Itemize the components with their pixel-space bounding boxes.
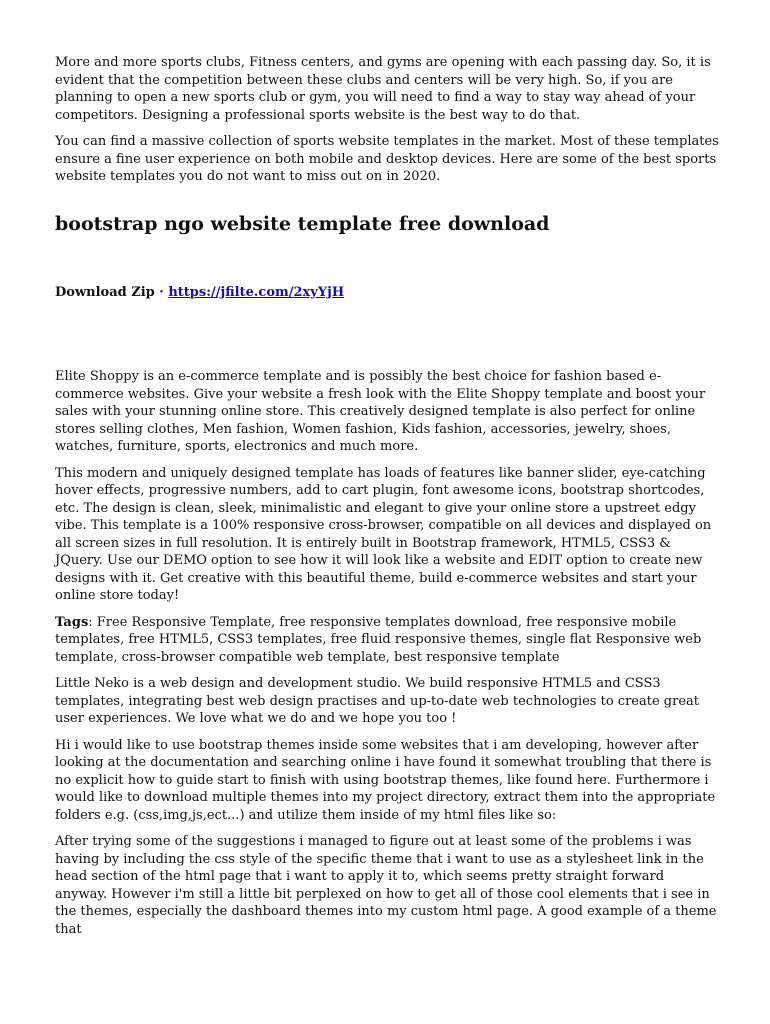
body-paragraph-3: Little Neko is a web design and development studio. We build responsive HTML5 and CSS3 templates, integrating best web design practises and up-to-date web technologies to create great user experiences. We love what we do and we hope you too ! bbox=[55, 676, 699, 726]
intro-paragraph-1: More and more sports clubs, Fitness centers, and gyms are opening with each passing day. So, it is evident that the competition between these clubs and centers will be very high. So, if you are planning to open a new sports club or gym, you will need to find a way to stay way ahead of your competitors. Designing a professional sports website is the best way to do that. bbox=[55, 55, 711, 123]
body-paragraph-4: Hi i would like to use bootstrap themes inside some websites that i am developing, however after looking at the documentation and searching online i have found it somewhat troubling that there is no explicit how to guide start to finish with using bootstrap themes, like found here. Furthermore i would like to download multiple themes into my project directory, extract them into the appropriate folders e.g. (css,img,js,ect...) and utilize them inside of my html files like so: bbox=[55, 737, 716, 823]
tags-text: : Free Responsive Template, free responsive templates download, free responsive mobile templates, free HTML5, CSS3 templates, free fluid responsive themes, single flat Responsive web template, cross-browser compatible web template, best responsive template bbox=[55, 614, 702, 665]
intro-paragraph-2: You can find a massive collection of sports website templates in the market. Most of these templates ensure a fine user experience on both mobile and desktop devices. Here are some of the best sports website templates you do not want to miss out on in 2020. bbox=[55, 134, 719, 184]
document-page bbox=[55, 54, 720, 937]
download-label: Download Zip · bbox=[55, 285, 169, 300]
page-heading: bootstrap ngo website template free download bbox=[55, 213, 550, 235]
download-line bbox=[55, 285, 344, 300]
download-link[interactable]: https://jfilte.com/2xyYjH bbox=[168, 285, 345, 300]
tags-label: Tags bbox=[55, 614, 89, 630]
body-paragraph-1: Elite Shoppy is an e-commerce template and is possibly the best choice for fashion based e-commerce websites. Give your website a fresh look with the Elite Shoppy template and boost your sales with your stunning online store. This creatively designed template is also perfect for online stores selling clothes, Men fashion, Women fashion, Kids fashion, accessories, jewelry, shoes, watches, furniture, sports, electronics and much more. bbox=[55, 369, 706, 454]
body-section bbox=[55, 368, 720, 938]
body-paragraph-2: This modern and uniquely designed template has loads of features like banner slider, eye-catching hover effects, progressive numbers, add to cart plugin, font awesome icons, bootstrap shortcodes, etc. The design is clean, sleek, minimalistic and elegant to give your online store a upstreet edgy vibe. This template is a 100% responsive cross-browser, compatible on all devices and displayed on all screen sizes in full resolution. It is entirely built in Bootstrap framework, HTML5, CSS3 & JQuery. Use our DEMO option to see how it will look like a website and EDIT option to create new designs with it. Get creative with this beautiful theme, build e-commerce websites and start your online store today! bbox=[55, 465, 712, 603]
body-paragraph-5: After trying some of the suggestions i managed to figure out at least some of the problems i was having by including the css style of the specific theme that i want to use as a stylesheet link in the head section of the html page that i want to apply it to, which seems pretty straight forward anyway. However i'm still a little bit perplexed on how to get all of those cool elements that i see in the themes, especially the dashboard themes into my custom html page. A good example of a theme that bbox=[55, 834, 717, 937]
tags-paragraph bbox=[55, 614, 720, 667]
